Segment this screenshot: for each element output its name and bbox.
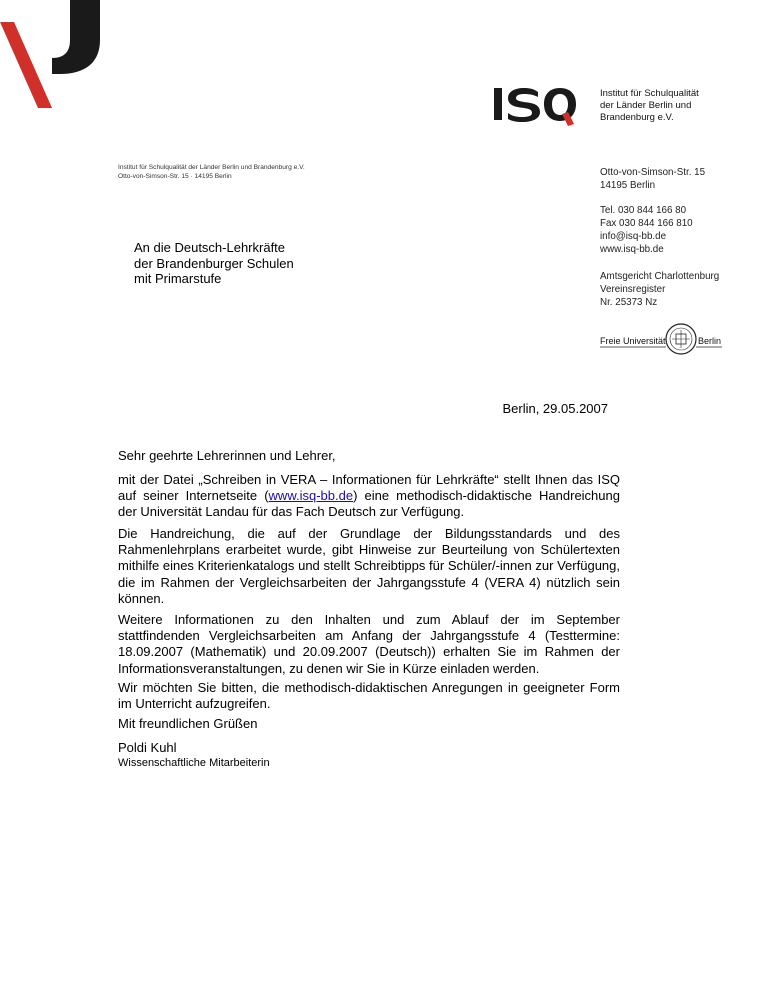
fu-logo-right-text: Berlin [698,336,722,346]
fu-berlin-logo [600,322,722,356]
institute-name-line: Brandenburg e.V. [600,112,674,123]
closing: Mit freundlichen Grüßen [118,716,258,731]
corner-logo-mark [0,0,105,115]
paragraph-2: Die Handreichung, die auf der Grundlage der Bildungsstandards und des Rahmenlehrplans erarbeitet wurde, gibt Hinweise zur Beurteilung von Schülertexten mithilfe eines Kriterienkatalogs und stellt Schreibtipps für Schüler/-innen zur Verfügung, die im Rahmen der Vergleichsarbeiten der Jahrgangsstufe 4 (VERA 4) nützlich sein können. [118,526,620,606]
contact-web[interactable]: www.isq-bb.de [600,244,664,255]
red-slash-shape [0,22,52,108]
paragraph-3: Weitere Informationen zu den Inhalten und zum Ablauf der im September stattfindenden Vergleichsarbeiten am Anfang der Jahrgangsstufe 4 (Testtermine: 18.09.2007 (Mathematik) und 20.09.2007 (Deutsch)) erhalten Sie im Rahmen der Informationsveranstaltungen, zu denen wir Sie in Kürze einladen werden. [118,612,620,676]
contact-register-block [600,270,719,309]
recipient-address [134,240,294,287]
fu-logo-left-text: Freie Universität [600,336,666,346]
contact-court: Amtsgericht Charlottenburg [600,271,720,282]
contact-tel: Tel. 030 844 166 80 [600,205,687,216]
institute-name-line: Institut für Schulqualität [600,88,699,99]
contact-city: 14195 Berlin [600,180,656,191]
letter-date: Berlin, 29.05.2007 [502,401,608,416]
isq-website-link[interactable]: www.isq-bb.de [268,488,354,504]
recipient-line-1: An die Deutsch-Lehrkräfte [134,240,286,255]
fu-seal-icon [666,324,696,354]
signature-name: Poldi Kuhl [118,740,177,755]
isq-logo [494,86,580,126]
salutation: Sehr geehrte Lehrerinnen und Lehrer, [118,448,336,463]
contact-street: Otto-von-Simson-Str. 15 [600,167,706,178]
paragraph-1-before: mit der Datei „Schreiben in VERA – Informationen für Lehrkräfte“ stellt Ihnen das ISQ auf seiner Internetseite ( [118,472,620,504]
paragraph-1-after: ) eine methodisch-didaktische Handreichung der Universität Landau für das Fach Deutsch zur Verfügung. [118,488,620,520]
contact-email[interactable]: info@isq-bb.de [600,231,667,242]
contact-register: Vereinsregister [600,284,666,295]
contact-fax: Fax 030 844 166 810 [600,218,693,229]
contact-register-number: Nr. 25373 Nz [600,297,658,308]
recipient-line-3: mit Primarstufe [134,271,222,286]
institute-name-line: der Länder Berlin und [600,100,692,111]
institute-name [600,88,699,124]
recipient-line-2: der Brandenburger Schulen [134,255,294,271]
contact-address [600,166,705,192]
sender-return-address [118,163,305,181]
sender-line-1: Institut für Schulqualität der Länder Berlin und Brandenburg e.V. [118,164,305,171]
black-hook-shape [52,0,100,74]
signature-title: Wissenschaftliche Mitarbeiterin [118,757,270,769]
sender-line-2: Otto-von-Simson-Str. 15 · 14195 Berlin [118,173,232,180]
paragraph-4: Wir möchten Sie bitten, die methodisch-didaktischen Anregungen in geeigneter Form im Unterricht aufzugreifen. [118,680,620,712]
paragraph-1 [118,472,620,521]
contact-phone-block [600,204,693,256]
